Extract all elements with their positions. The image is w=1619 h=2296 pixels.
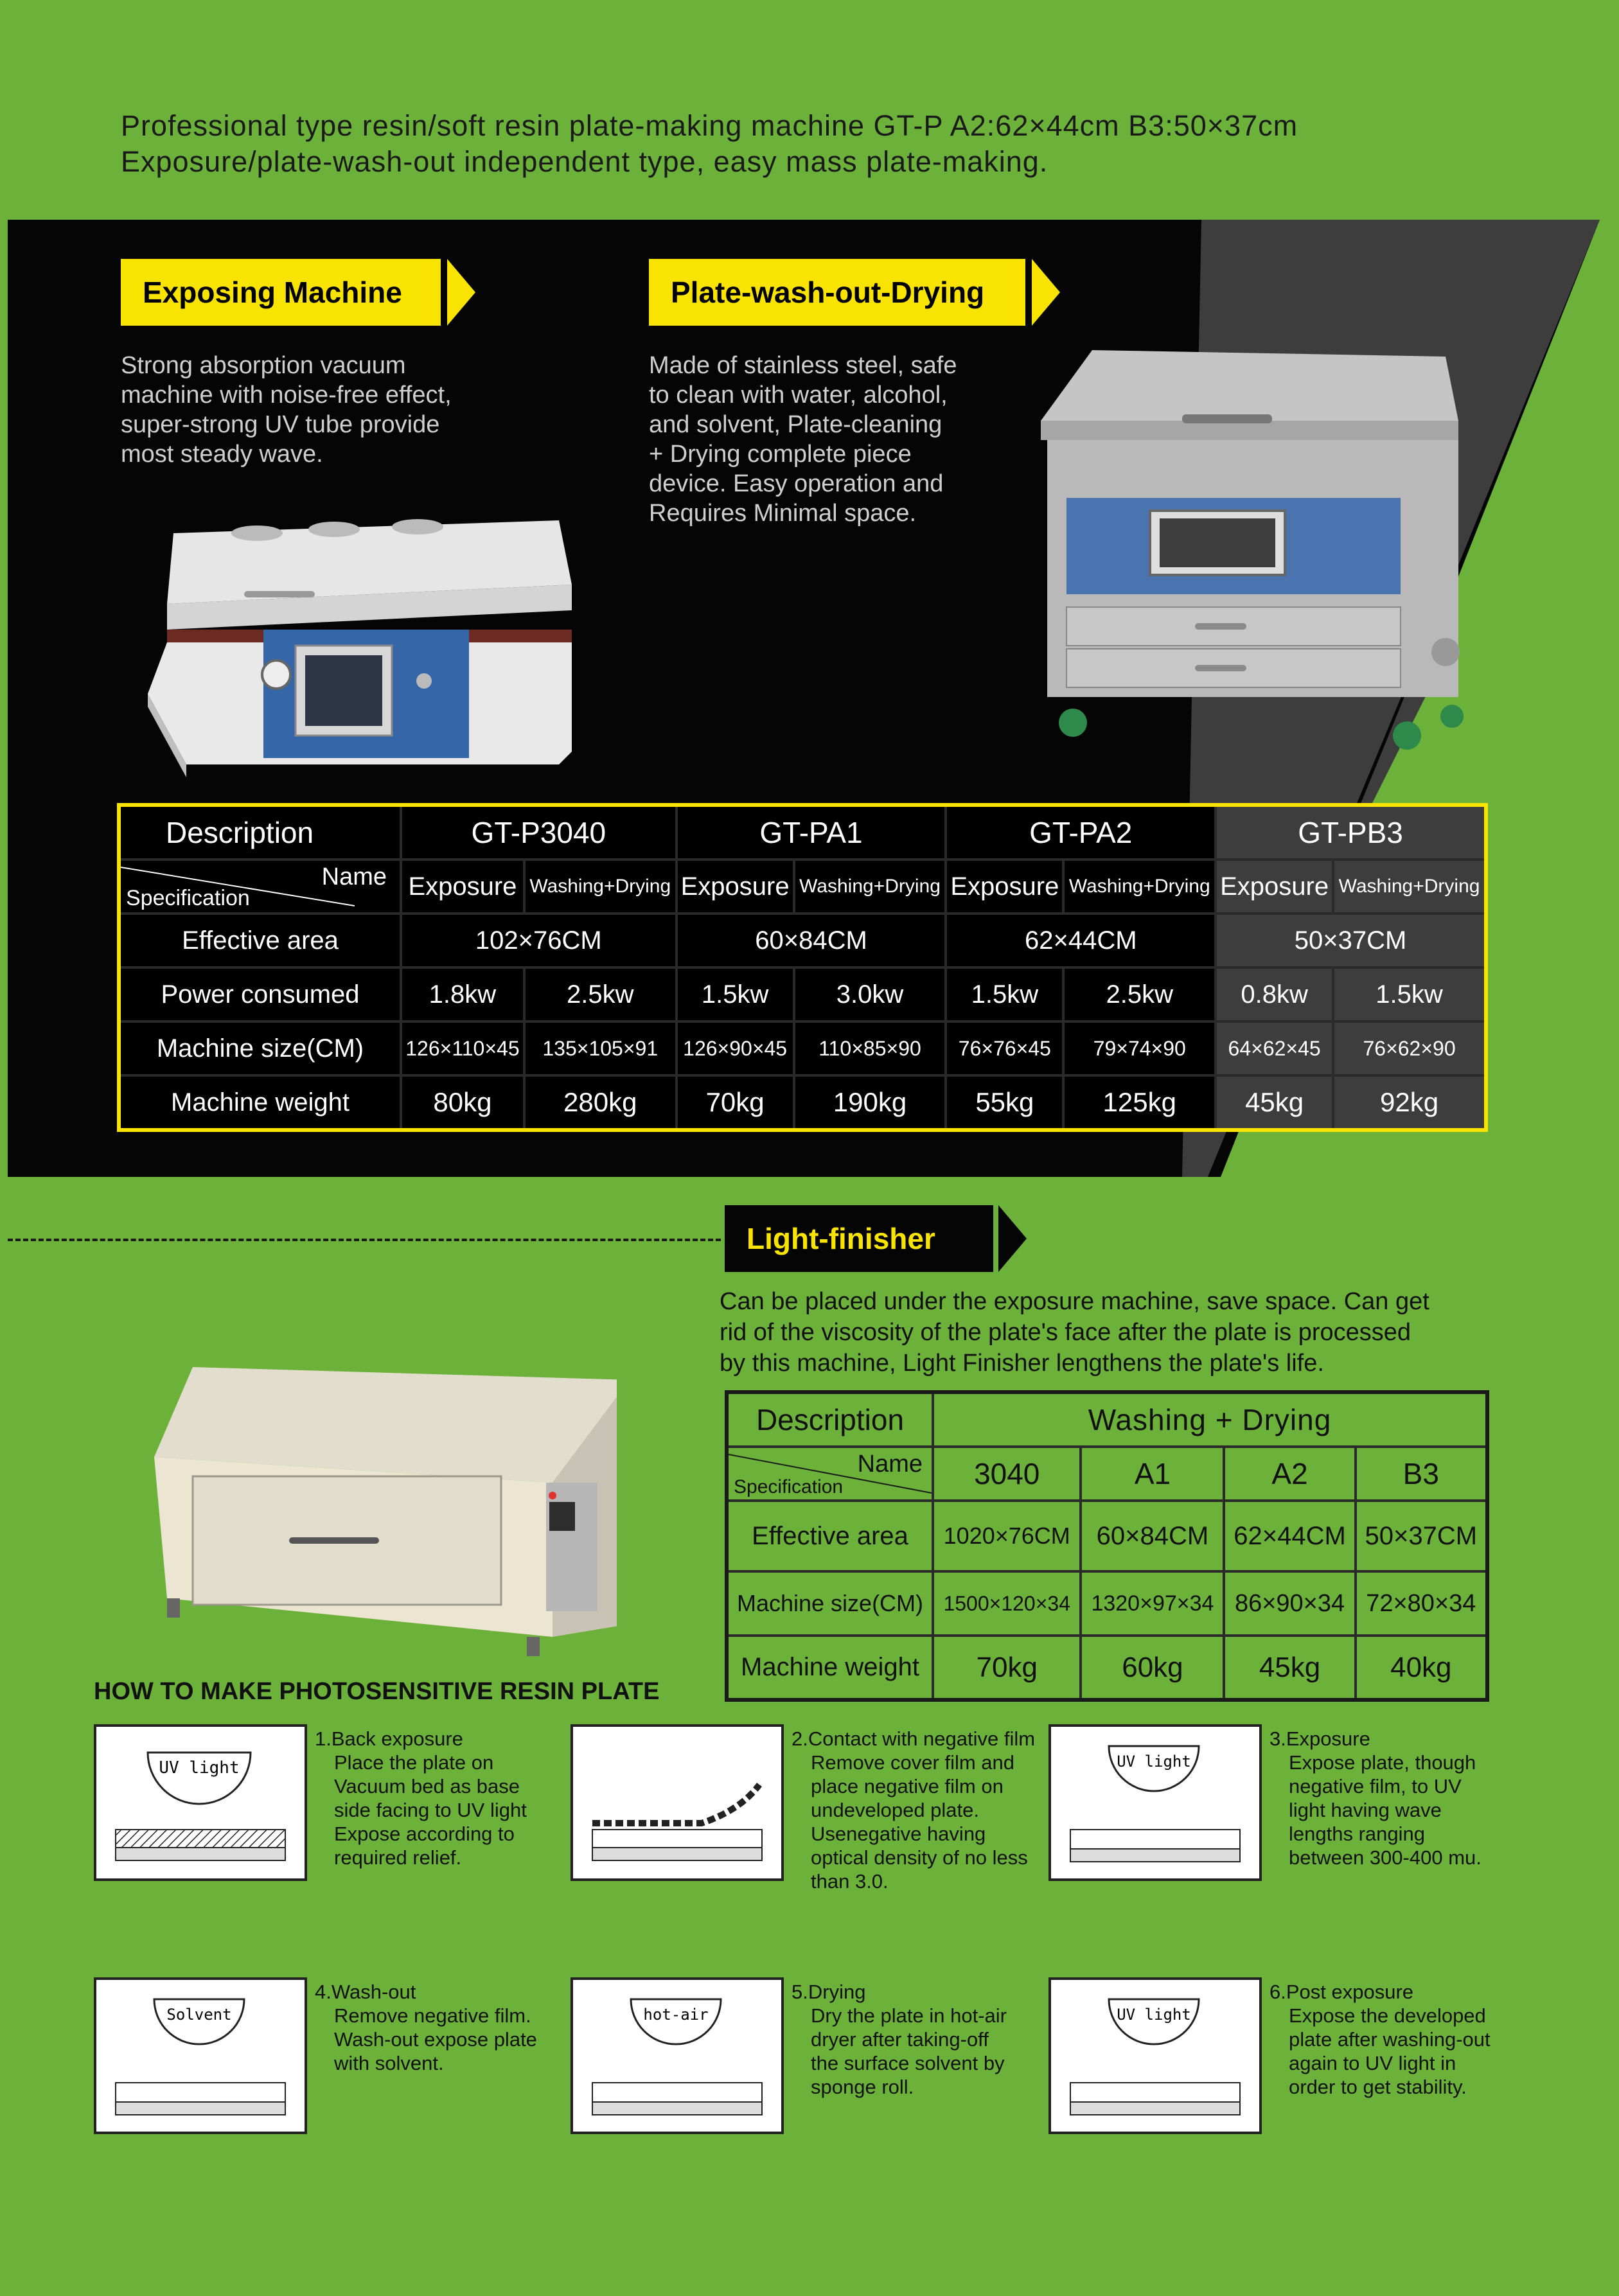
step-line: plate after washing-out xyxy=(1289,2028,1491,2051)
washout-desc-line: Requires Minimal space. xyxy=(649,500,917,527)
step-line: dryer after taking-off xyxy=(811,2028,989,2051)
row-label: Machine weight xyxy=(119,1075,401,1130)
header-line-1: Professional type resin/soft resin plate-making machine GT-P A2:62×44cm B3:50×37cm xyxy=(121,109,1298,142)
table-cell: 72×80×34 xyxy=(1356,1571,1487,1636)
step-2-diagram xyxy=(571,1724,784,1881)
table-cell: 60×84CM xyxy=(677,914,946,967)
exposing-desc-line: super-strong UV tube provide xyxy=(121,411,440,438)
washout-desc-line: and solvent, Plate-cleaning xyxy=(649,411,942,438)
sub-header: Exposure xyxy=(401,860,524,914)
step-1-diagram xyxy=(94,1724,307,1881)
sub-header: Washing+Drying xyxy=(1063,860,1216,914)
step-5-diagram xyxy=(571,1977,784,2134)
table-cell: 1020×76CM xyxy=(933,1501,1081,1571)
table-cell: 125kg xyxy=(1063,1075,1216,1130)
sub-header: Exposure xyxy=(946,860,1063,914)
description-header: Description xyxy=(727,1392,933,1447)
exposing-machine-tag xyxy=(121,259,475,326)
model-header: GT-PA2 xyxy=(946,805,1216,860)
step-line: Expose plate, though xyxy=(1289,1751,1476,1774)
washout-title: Plate-wash-out-Drying xyxy=(649,259,1025,326)
step-line: between 300-400 mu. xyxy=(1289,1846,1482,1869)
step-title: 2.Contact with negative film xyxy=(792,1727,1036,1750)
model-header: A2 xyxy=(1224,1447,1355,1501)
spec-label: Specification xyxy=(734,1476,844,1497)
step-line: Vacuum bed as base xyxy=(334,1775,520,1797)
step-title: 1.Back exposure xyxy=(315,1727,463,1750)
model-header: GT-P3040 xyxy=(401,805,677,860)
step-6-text xyxy=(1270,1980,1514,2099)
table-cell: 280kg xyxy=(524,1075,677,1130)
dashed-divider xyxy=(8,1239,721,1241)
step-line: light having wave xyxy=(1289,1799,1442,1821)
step-5-label: hot-air xyxy=(643,2006,709,2024)
step-line: order to get stability. xyxy=(1289,2076,1467,2098)
finisher-desc-line: rid of the viscosity of the plate's face after the plate is processed xyxy=(720,1319,1411,1346)
washout-desc-line: to clean with water, alcohol, xyxy=(649,382,948,409)
spec-table-machines xyxy=(117,803,1488,1132)
step-line: optical density of no less xyxy=(811,1846,1028,1869)
finisher-desc-line: by this machine, Light Finisher lengthens the plate's life. xyxy=(720,1350,1324,1377)
arrow-icon xyxy=(447,259,475,326)
washout-description xyxy=(649,351,989,528)
name-spec-cell xyxy=(119,860,401,914)
washout-desc-line: device. Easy operation and xyxy=(649,470,944,497)
washout-desc-line: + Drying complete piece xyxy=(649,441,912,468)
step-3-diagram xyxy=(1048,1724,1262,1881)
table-cell: 1.5kw xyxy=(1333,967,1486,1021)
step-line: with solvent. xyxy=(334,2052,444,2074)
header-line-2: Exposure/plate-wash-out independent type, easy mass plate-making. xyxy=(121,145,1048,178)
washout-machine-image xyxy=(1034,350,1471,768)
light-finisher-title: Light-finisher xyxy=(725,1205,993,1272)
sub-header: Exposure xyxy=(1216,860,1333,914)
step-line: required relief. xyxy=(334,1846,462,1869)
table-cell: 64×62×45 xyxy=(1216,1021,1333,1075)
step-line: Usenegative having xyxy=(811,1823,986,1845)
step-line: the surface solvent by xyxy=(811,2052,1005,2074)
step-line: again to UV light in xyxy=(1289,2052,1456,2074)
step-line: Place the plate on xyxy=(334,1751,494,1774)
step-1-text xyxy=(315,1727,559,1869)
exposing-description xyxy=(121,351,506,469)
washout-tag xyxy=(649,259,1060,326)
finisher-description xyxy=(720,1286,1429,1379)
step-4-diagram xyxy=(94,1977,307,2134)
table-cell: 60kg xyxy=(1081,1636,1224,1700)
row-label: Power consumed xyxy=(119,967,401,1021)
row-label: Machine size(CM) xyxy=(119,1021,401,1075)
table-cell: 1320×97×34 xyxy=(1081,1571,1224,1636)
sub-header: Exposure xyxy=(677,860,794,914)
table-cell: 45kg xyxy=(1216,1075,1333,1130)
table-cell: 0.8kw xyxy=(1216,967,1333,1021)
table-cell: 190kg xyxy=(794,1075,946,1130)
step-line: Remove negative film. xyxy=(334,2004,531,2027)
step-line: than 3.0. xyxy=(811,1870,889,1893)
row-label: Effective area xyxy=(119,914,401,967)
model-header: A1 xyxy=(1081,1447,1224,1501)
model-header: 3040 xyxy=(933,1447,1081,1501)
exposing-machine-image xyxy=(148,508,597,790)
name-label: Name xyxy=(857,1451,923,1478)
washing-drying-header: Washing + Drying xyxy=(933,1392,1487,1447)
step-1-label: UV light xyxy=(159,1758,240,1778)
row-label: Machine size(CM) xyxy=(727,1571,933,1636)
step-3-text xyxy=(1270,1727,1514,1869)
table-cell: 126×90×45 xyxy=(677,1021,794,1075)
step-line: Remove cover film and xyxy=(811,1751,1015,1774)
table-cell: 1.5kw xyxy=(946,967,1063,1021)
table-cell: 76×76×45 xyxy=(946,1021,1063,1075)
arrow-icon xyxy=(1032,259,1060,326)
step-6-label: UV light xyxy=(1117,2006,1191,2024)
step-line: undeveloped plate. xyxy=(811,1799,980,1821)
table-cell: 86×90×34 xyxy=(1224,1571,1355,1636)
table-cell: 62×44CM xyxy=(946,914,1216,967)
spec-table-finisher xyxy=(725,1390,1489,1702)
table-cell: 110×85×90 xyxy=(794,1021,946,1075)
table-cell: 55kg xyxy=(946,1075,1063,1130)
sub-header: Washing+Drying xyxy=(524,860,677,914)
exposing-machine-title: Exposing Machine xyxy=(121,259,441,326)
table-cell: 76×62×90 xyxy=(1333,1021,1486,1075)
table-cell: 80kg xyxy=(401,1075,524,1130)
spec-label: Specification xyxy=(126,886,250,910)
step-4-label: Solvent xyxy=(166,2006,232,2024)
table-cell: 135×105×91 xyxy=(524,1021,677,1075)
step-title: 5.Drying xyxy=(792,1981,866,2003)
table-cell: 62×44CM xyxy=(1224,1501,1355,1571)
light-finisher-image xyxy=(154,1367,617,1669)
table-cell: 45kg xyxy=(1224,1636,1355,1700)
table-cell: 92kg xyxy=(1333,1075,1486,1130)
sub-header: Washing+Drying xyxy=(794,860,946,914)
step-line: Expose the developed xyxy=(1289,2004,1486,2027)
row-label: Effective area xyxy=(727,1501,933,1571)
table-cell: 1.8kw xyxy=(401,967,524,1021)
step-title: 6.Post exposure xyxy=(1270,1981,1414,2003)
exposing-desc-line: machine with noise-free effect, xyxy=(121,382,452,409)
table-cell: 1.5kw xyxy=(677,967,794,1021)
washout-desc-line: Made of stainless steel, safe xyxy=(649,352,957,379)
step-line: negative film, to UV xyxy=(1289,1775,1462,1797)
name-spec-cell xyxy=(727,1447,933,1501)
step-4-text xyxy=(315,1980,559,2075)
table-cell: 79×74×90 xyxy=(1063,1021,1216,1075)
table-cell: 2.5kw xyxy=(1063,967,1216,1021)
description-header: Description xyxy=(119,805,401,860)
table-cell: 40kg xyxy=(1356,1636,1487,1700)
finisher-desc-line: Can be placed under the exposure machine, save space. Can get xyxy=(720,1288,1429,1315)
light-finisher-tag xyxy=(725,1205,1027,1272)
table-cell: 70kg xyxy=(677,1075,794,1130)
table-cell: 3.0kw xyxy=(794,967,946,1021)
step-line: side facing to UV light xyxy=(334,1799,527,1821)
table-cell: 60×84CM xyxy=(1081,1501,1224,1571)
model-header: GT-PA1 xyxy=(677,805,946,860)
model-header: GT-PB3 xyxy=(1216,805,1486,860)
model-header: B3 xyxy=(1356,1447,1487,1501)
table-cell: 50×37CM xyxy=(1216,914,1486,967)
step-5-text xyxy=(792,1980,1036,2099)
sub-header: Washing+Drying xyxy=(1333,860,1486,914)
page-header xyxy=(121,108,1298,180)
name-label: Name xyxy=(321,863,387,890)
step-3-label: UV light xyxy=(1117,1753,1191,1771)
step-title: 3.Exposure xyxy=(1270,1727,1370,1750)
how-to-title: HOW TO MAKE PHOTOSENSITIVE RESIN PLATE xyxy=(94,1678,660,1705)
step-title: 4.Wash-out xyxy=(315,1981,416,2003)
table-cell: 50×37CM xyxy=(1356,1501,1487,1571)
step-line: place negative film on xyxy=(811,1775,1004,1797)
step-line: Dry the plate in hot-air xyxy=(811,2004,1007,2027)
exposing-desc-line: most steady wave. xyxy=(121,441,323,468)
table-cell: 102×76CM xyxy=(401,914,677,967)
table-cell: 1500×120×34 xyxy=(933,1571,1081,1636)
arrow-icon xyxy=(998,1205,1027,1272)
step-line: Wash-out expose plate xyxy=(334,2028,537,2051)
step-line: Expose according to xyxy=(334,1823,515,1845)
row-label: Machine weight xyxy=(727,1636,933,1700)
table-cell: 126×110×45 xyxy=(401,1021,524,1075)
step-line: lengths ranging xyxy=(1289,1823,1425,1845)
step-line: sponge roll. xyxy=(811,2076,914,2098)
exposing-desc-line: Strong absorption vacuum xyxy=(121,352,406,379)
step-2-text xyxy=(792,1727,1036,1893)
table-cell: 70kg xyxy=(933,1636,1081,1700)
step-6-diagram xyxy=(1048,1977,1262,2134)
table-cell: 2.5kw xyxy=(524,967,677,1021)
